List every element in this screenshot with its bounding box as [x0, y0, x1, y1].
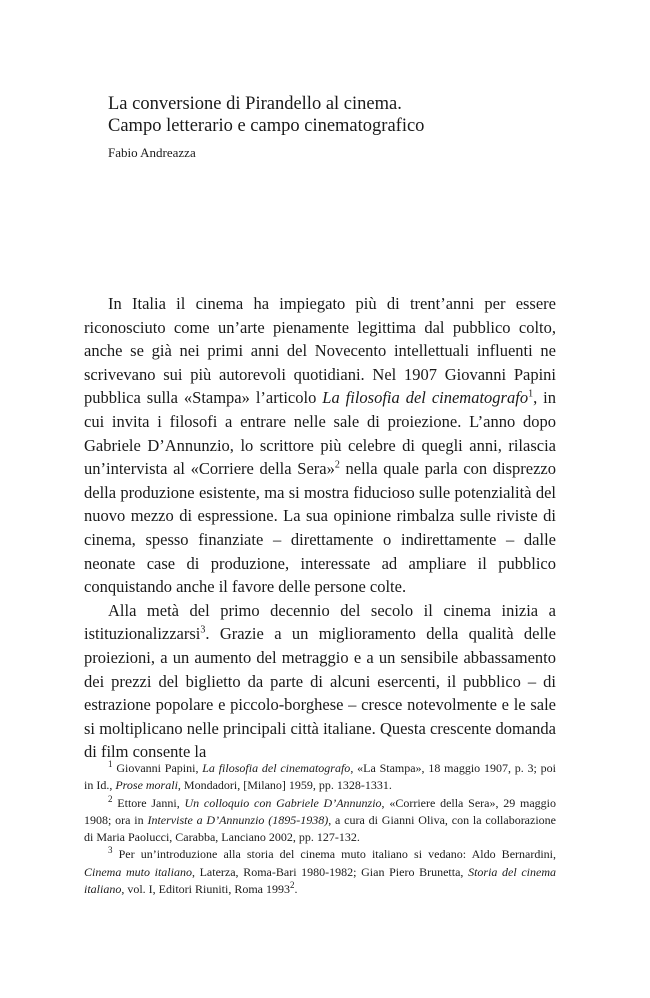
footnote-1-text-e: , Mondadori, [Milano] 1959, pp. 1328-1331.: [177, 778, 392, 793]
footnote-3-text-g: .: [294, 882, 298, 897]
footnote-1-italic-b: La filosofia del cinematografo: [202, 761, 351, 775]
footnotes: [84, 760, 556, 898]
footnote-3-italic-b: Cinema muto italiano: [84, 864, 192, 879]
footnote-2-italic-d: Interviste a D’Annunzio (1895-1938): [147, 812, 329, 827]
papini-article-title: La filosofia del cinematografo: [322, 388, 529, 408]
author-name: Fabio Andreazza: [108, 145, 196, 160]
title-line-1: La conversione di Pirandello al cinema.: [108, 94, 402, 114]
paragraph-1-text-a: In Italia il cinema ha impiegato più di trent’anni per essere riconosciuto come un’arte pienamente legittima dal pubblico colto, anche se già nei primi anni del Novecento intellettuali influenti ne scrivevano sui più autorevoli quotidiani. Nel 1907 Giovanni Papini pubblica sulla «Stampa» l’articolo: [84, 294, 556, 408]
paragraph-2-text-a: Alla metà del primo decennio del secolo il cinema inizia a istituzionalizzarsi: [84, 600, 556, 644]
paragraph-1: [84, 292, 556, 599]
body-text: [84, 292, 556, 764]
footnote-ref-3[interactable]: 3: [200, 624, 206, 636]
footnote-3-text-e: , vol. I, Editori Riuniti, Roma 1993: [121, 882, 291, 897]
footnote-1-text-c: , «La Stampa», 18 maggio 1907, p. 3; poi in Id.,: [84, 761, 557, 793]
title-line-2: Campo letterario e campo cinematografico: [108, 116, 425, 136]
footnote-1-text-a: Giovanni Papini,: [116, 761, 203, 775]
paragraph-2-text-c: . Grazie a un miglioramento della qualità delle proiezioni, a un aumento del metraggio e a un sensibile abbassamento dei prezzi del biglietto da parte di alcuni esercenti, il pubblico – di estrazione popolare e piccolo-borghese – cresce notevolmente e le sale si moltiplicano nelle principali città italiane. Questa crescente domanda di film consente la: [84, 624, 556, 762]
footnote-ref-1[interactable]: 1: [528, 388, 534, 400]
footnote-3-number: 3: [108, 845, 113, 856]
footnote-1: [84, 760, 556, 795]
paragraph-2: [84, 599, 556, 764]
footnote-3: [84, 846, 556, 898]
footnote-2: [84, 795, 556, 847]
footnote-2-text-c: , «Corriere della Sera», 29 maggio 1908; ora in: [84, 795, 557, 827]
footnote-3-text-c: , Laterza, Roma-Bari 1980-1982; Gian Piero Brunetta,: [191, 864, 469, 879]
footnote-2-italic-b: Un colloquio con Gabriele D’Annunzio: [184, 795, 382, 810]
footnote-2-text-a: Ettore Janni,: [117, 795, 185, 810]
footnote-3-edition-sup: 2: [290, 880, 295, 891]
footnote-1-number: 1: [108, 759, 113, 769]
footnote-2-number: 2: [108, 793, 113, 804]
footnote-ref-2[interactable]: 2: [334, 459, 340, 471]
paragraph-1-text-d: , in cui invita i filosofi a entrare nelle sale di proiezione. L’anno dopo Gabriele D’Annunzio, lo scrittore più celebre di quegli anni, rilascia un’intervista al «Corriere della Sera»: [84, 388, 556, 479]
footnote-3-italic-d: Storia del cinema italiano: [84, 864, 556, 897]
footnote-1-italic-d: Prose morali: [115, 778, 178, 793]
footnote-2-text-e: , a cura di Gianni Oliva, con la collaborazione di Maria Paolucci, Carabba, Lanciano 2002, pp. 127-132.: [84, 812, 556, 845]
footnote-3-text-a: Per un’introduzione alla storia del cinema muto italiano si vedano: Aldo Bernardini,: [118, 847, 556, 862]
paragraph-1-text-f: nella quale parla con disprezzo della produzione esistente, ma si mostra fiducioso sulle potenzialità del nuovo mezzo di espressione. La sua opinione rimbalza sulle riviste di cinema, spesso finanziate – direttamente o indirettamente – dalle neonate case di produzione, interessate ad ampliare il pubblico conquistando anche il favore delle persone colte.: [84, 459, 557, 597]
article-title: [108, 93, 424, 137]
